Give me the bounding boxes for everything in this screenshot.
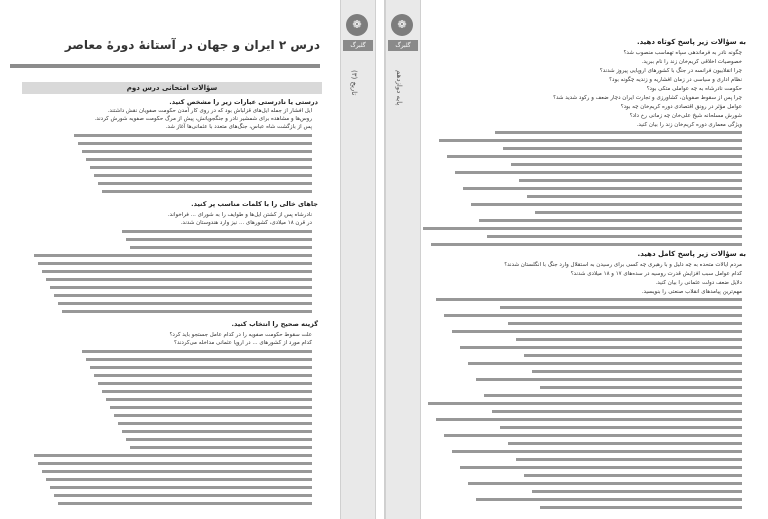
text-line — [130, 246, 312, 249]
text-line — [102, 390, 312, 393]
text-line — [90, 366, 312, 369]
text-line — [468, 362, 742, 365]
text-line — [94, 174, 312, 177]
question-line: روس‌ها و مشاهده برای شمشیر نادر و جنگجویانش، پیش از مرگ حکومت صفویه شورش کردند. — [94, 116, 312, 122]
text-line — [54, 494, 312, 497]
brand-label: گلبرگ — [388, 40, 418, 51]
text-line — [34, 254, 312, 257]
text-line — [78, 142, 312, 145]
subject-label: تاریخ (۳) — [350, 70, 358, 96]
text-line — [431, 243, 742, 246]
text-line — [86, 158, 312, 161]
text-line — [90, 166, 312, 169]
text-line — [126, 238, 312, 241]
text-line — [126, 438, 312, 441]
section-full-answer-heading: به سؤالات زیر پاسخ کامل دهید. — [637, 250, 746, 258]
text-line — [38, 262, 312, 265]
text-line — [532, 490, 742, 493]
text-line — [511, 163, 742, 166]
text-line — [98, 182, 312, 185]
text-line — [484, 394, 742, 397]
text-line — [452, 330, 742, 333]
publisher-logo-icon: ❁ — [391, 14, 413, 36]
text-line — [524, 474, 742, 477]
text-line — [46, 278, 312, 281]
title-underline — [10, 64, 320, 68]
text-line — [82, 150, 312, 153]
question-line: کدام مورد از کشورهای ... در اروپا عثمانی مداخله می‌کردند؟ — [174, 340, 312, 346]
text-line — [540, 506, 742, 509]
text-line — [455, 171, 742, 174]
lesson-title: درس ۲ ایران و جهان در آستانهٔ دورهٔ معاصر — [64, 38, 320, 52]
text-line — [428, 402, 742, 405]
text-line — [460, 466, 742, 469]
text-line — [423, 227, 742, 230]
publisher-logo-icon: ❁ — [346, 14, 368, 36]
grade-label: پایه دوازدهم — [395, 70, 403, 106]
section-multiple-choice-heading: گزینه صحیح را انتخاب کنید. — [231, 320, 318, 328]
text-line — [471, 203, 742, 206]
text-line — [516, 458, 742, 461]
text-line — [42, 470, 312, 473]
text-line — [62, 310, 312, 313]
text-line — [42, 270, 312, 273]
text-line — [444, 314, 742, 317]
text-line — [535, 211, 742, 214]
text-line — [118, 422, 312, 425]
text-line — [444, 434, 742, 437]
text-line — [463, 187, 742, 190]
text-line — [476, 498, 742, 501]
question-line: پس از بازگشت شاه عباس، جنگ‌های متعدد با عثمانی‌ها آغاز شد. — [165, 124, 312, 130]
text-line — [487, 235, 742, 238]
question-line: چرا انقلابیون فرانسه در جنگ با کشورهای اروپایی پیروز شدند؟ — [599, 68, 742, 74]
text-line — [479, 219, 742, 222]
question-line: مردم ایالات متحده به چه دلیل و با رهبری چه کسی برای رسیدن به استقلال وارد جنگ با انگلستان شدند؟ — [504, 262, 742, 268]
text-line — [54, 294, 312, 297]
text-line — [110, 406, 312, 409]
brand-label: گلبرگ — [343, 40, 373, 51]
question-line: عوامل مؤثر در رونق اقتصادی دوره کریم‌خان چه بود؟ — [620, 104, 742, 110]
right-page — [385, 0, 768, 519]
text-line — [50, 486, 312, 489]
text-line — [447, 155, 742, 158]
text-line — [38, 462, 312, 465]
question-line: در قرن ۱۸ میلادی، کشورهای ... نیز وارد هندوستان شدند. — [180, 220, 312, 226]
question-line: شورش مسلحانه شیخ علی‌خان چه زمانی رخ داد؟ — [629, 113, 742, 119]
right-side-strip — [385, 0, 421, 519]
text-line — [102, 190, 312, 193]
text-line — [524, 354, 742, 357]
text-line — [436, 298, 742, 301]
text-line — [468, 482, 742, 485]
text-line — [527, 195, 742, 198]
text-line — [130, 446, 312, 449]
text-line — [439, 139, 742, 142]
question-line: نادرشاه پس از کشتن ایل‌ها و طوایف را به شورای ... فراخواند. — [167, 212, 312, 218]
text-line — [94, 374, 312, 377]
text-line — [114, 414, 312, 417]
text-line — [34, 454, 312, 457]
text-line — [122, 230, 312, 233]
text-line — [86, 358, 312, 361]
exam-box-title: سؤالات امتحانی درس دوم — [22, 82, 322, 94]
text-line — [106, 398, 312, 401]
section-fill-blank-heading: جاهای خالی را با کلمات مناسب پر کنید. — [191, 200, 318, 208]
question-line: ایل افشار از جمله ایل‌های قزلباش بود که در روی کار آمدن حکومت صفویان نقش داشتند. — [107, 108, 312, 114]
text-line — [508, 322, 742, 325]
text-line — [74, 134, 312, 137]
text-line — [500, 426, 742, 429]
question-line: چگونه نادر به فرماندهی سپاه تهماسب منصوب شد؟ — [623, 50, 742, 56]
left-side-strip — [340, 0, 376, 519]
text-line — [46, 478, 312, 481]
text-line — [82, 350, 312, 353]
text-line — [495, 131, 742, 134]
question-line: مهم‌ترین پیامدهای انقلاب صنعتی را بنویسید. — [641, 289, 742, 295]
question-line: نظام اداری و سیاسی در زمان افشاریه و زندیه چگونه بود؟ — [609, 77, 742, 83]
text-line — [500, 306, 742, 309]
question-line: علت سقوط حکومت صفویه را در کدام عامل جستجو باید کرد؟ — [169, 332, 312, 338]
text-line — [519, 179, 742, 182]
question-line: کدام عوامل سبب افزایش قدرت روسیه در سده‌های ۱۷ و ۱۸ میلادی شدند؟ — [570, 271, 742, 277]
text-line — [98, 382, 312, 385]
question-line: ویژگی معماری دوره کریم‌خان زند را بیان کنید. — [636, 122, 742, 128]
text-line — [58, 302, 312, 305]
question-line: حکومت نادرشاه به چه عواملی متکی بود؟ — [646, 86, 742, 92]
section-short-answer-heading: به سؤالات زیر پاسخ کوتاه دهید. — [636, 38, 746, 46]
lesson-title-box — [20, 38, 320, 72]
text-line — [452, 450, 742, 453]
text-line — [476, 378, 742, 381]
text-line — [516, 338, 742, 341]
text-line — [540, 386, 742, 389]
text-line — [532, 370, 742, 373]
question-line: دلایل ضعف دولت عثمانی را بیان کنید. — [655, 280, 742, 286]
text-line — [58, 502, 312, 505]
text-line — [503, 147, 742, 150]
text-line — [122, 430, 312, 433]
text-line — [50, 286, 312, 289]
question-line: خصوصیات اخلاقی کریم‌خان زند را نام ببرید. — [641, 59, 742, 65]
section-true-false-heading: درستی یا نادرستی عبارات زیر را مشخص کنید. — [169, 98, 318, 106]
text-line — [436, 418, 742, 421]
text-line — [460, 346, 742, 349]
text-line — [508, 442, 742, 445]
question-line: چرا پس از سقوط صفویان، کشاورزی و تجارت ایران دچار ضعف و رکود شدید شد؟ — [553, 95, 742, 101]
text-line — [492, 410, 742, 413]
